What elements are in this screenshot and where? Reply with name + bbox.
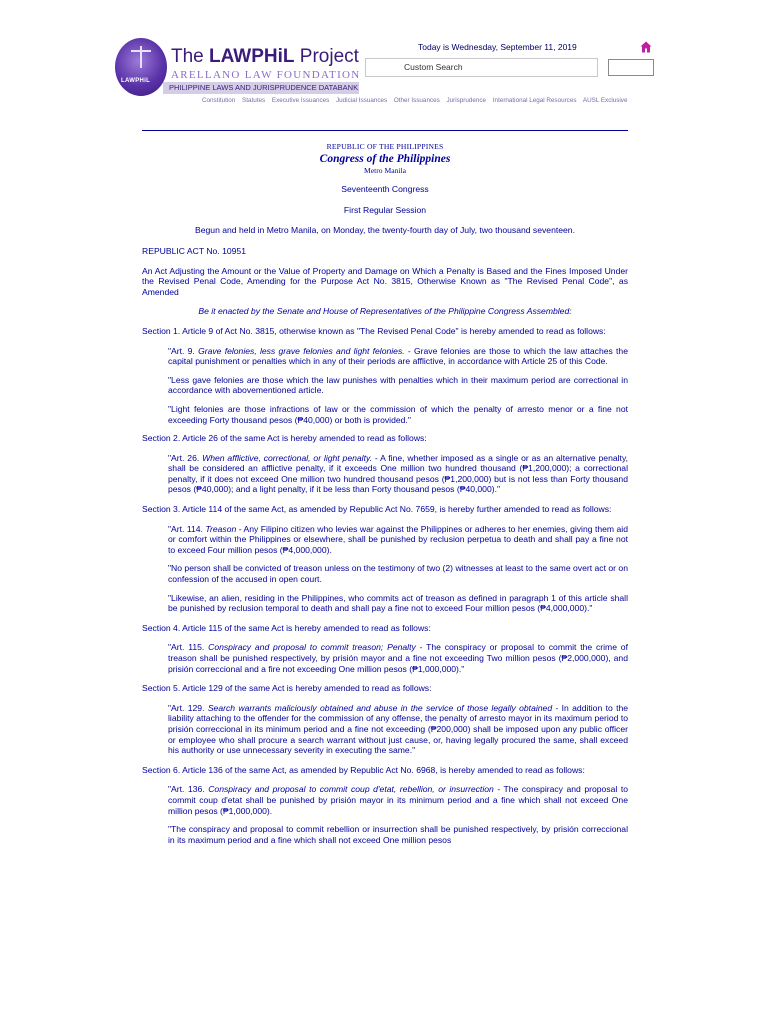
search-input[interactable]: Custom Search xyxy=(365,58,598,77)
congress-heading: Congress of the Philippines xyxy=(319,152,451,165)
session-congress: Seventeenth Congress xyxy=(341,184,429,195)
article-9-para-3: "Light felonies are those infractions of law or the commission of which the penalty of arresto menor or a fine not exceeding Forty thousand pesos (₱40,000) or both is provided." xyxy=(168,403,628,425)
article-136: "Art. 136. Conspiracy and proposal to commit coup d'etat, rebellion, or insurrection - The conspiracy and proposal to commit coup d'etat shall be punished by prisión mayor in its minimum period and a fine which shall not exceed One million pesos (₱1,000,000). xyxy=(168,784,629,816)
section-6: Section 6. Article 136 of the same Act, as amended by Republic Act No. 6968, is hereby amended to read as follows: xyxy=(142,764,585,775)
home-icon[interactable] xyxy=(640,41,652,53)
begun-line: Begun and held in Metro Manila, on Monday, the twenty-fourth day of July, two thousand seventeen. xyxy=(195,225,575,236)
main-nav xyxy=(202,97,632,104)
act-title: An Act Adjusting the Amount or the Value of Property and Damage on Which a Penalty is Based and the Fines Imposed Under the Revised Penal Code, Amending for the Purpose Act No. 3815, Otherwise Known as "The Revised Penal Code", as Amended xyxy=(142,265,628,297)
section-2: Section 2. Article 26 of the same Act is hereby amended to read as follows: xyxy=(142,433,427,444)
article-114-para-3: "Likewise, an alien, residing in the Philippines, who commits act of treason as defined in paragraph 1 of this article shall be punished by reclusion temporal to death and shall pay a fine not to exceed Four million pesos (₱4,000,000)." xyxy=(168,592,628,614)
nav-constitution[interactable]: Constitution xyxy=(202,97,236,104)
nav-ausl-exclusive[interactable]: AUSL Exclusive xyxy=(582,97,628,104)
site-title: The LAWPHiL Project xyxy=(171,46,359,67)
document-body xyxy=(142,142,628,845)
section-3: Section 3. Article 114 of the same Act, as amended by Republic Act No. 7659, is hereby further amended to read as follows: xyxy=(142,504,612,515)
republic-heading: REPUBLIC OF THE PHILIPPINES xyxy=(326,142,444,151)
nav-statutes[interactable]: Statutes xyxy=(242,97,266,104)
scales-of-justice-icon: LAWPHiL xyxy=(115,38,167,96)
header-divider xyxy=(142,130,628,131)
section-5: Section 5. Article 129 of the same Act is hereby amended to read as follows: xyxy=(142,683,432,694)
article-129: "Art. 129. Search warrants maliciously obtained and abuse in the service of those legally obtained - In addition to the liability attaching to the offender for the commission of any offense, the penalty of arresto mayor in its maximum period to prisión correccional in its minimum period and a fine not exceeding (₱200,000) shall be imposed upon any public officer or employee who shall procure a search warrant without just cause, or, having legally procured the same, shall exceed his authority or use unnecessary severity in executing the same." xyxy=(168,702,629,756)
article-115: "Art. 115. Conspiracy and proposal to commit treason; Penalty - The conspiracy or proposal to commit the crime of treason shall be punished respectively, by prisión mayor and a fine not exceeding Two million pesos (₱2,000,000), and prisión correccional and a fire not exceeding One million pesos (₱1,000,000)." xyxy=(168,642,628,674)
article-9: "Art. 9. Grave felonies, less grave felonies and light felonies. - Grave felonies are those to which the law attaches the capital punishment or penalties which in any of their periods are afflictive, in accordance with Article 25 of this Code. xyxy=(168,345,628,367)
article-114-para-2: "No person shall be convicted of treason unless on the testimony of two (2) witnesses at least to the same overt act or on confession of the accused in open court. xyxy=(168,563,628,585)
article-9-para-2: "Less gave felonies are those which the law punishes with penalties which in their maximum period are correctional in accordance with abovementioned article. xyxy=(168,374,628,396)
site-tagline: PHILIPPINE LAWS AND JURISPRUDENCE DATABANK xyxy=(163,82,359,94)
search-button[interactable] xyxy=(608,59,654,76)
article-136-para-2: "The conspiracy and proposal to commit rebellion or insurrection shall be punished respectively, by prisión correccional in its maximum period and a fine which shall not exceed One million pesos xyxy=(168,824,628,845)
article-26: "Art. 26. When afflictive, correctional, or light penalty. - A fine, whether imposed as a single or as an alternative penalty, shall be considered an afflictive penalty, if it exceeds One million two hundred thousand (₱1,200,000); a correctional penalty, if it does not exceed One million two hundred thousand pesos (₱1,200,000) but is not less than Forty thousand pesos (₱40,000); and a light penalty, if it be less than Forty thousand pesos (₱40,000)." xyxy=(168,452,628,495)
nav-international-legal-resources[interactable]: International Legal Resources xyxy=(492,97,577,104)
nav-other-issuances[interactable]: Other Issuances xyxy=(393,97,440,104)
section-4: Section 4. Article 115 of the same Act is hereby amended to read as follows: xyxy=(142,622,431,633)
section-1: Section 1. Article 9 of Act No. 3815, otherwise known as "The Revised Penal Code" is hereby amended to read as follows: xyxy=(142,325,606,336)
article-114: "Art. 114. Treason - Any Filipino citizen who levies war against the Philippines or adheres to her enemies, giving them aid or comfort within the Philippines or elsewhere, shall be punished by reclusion perpetua to death and shall pay a fine not to exceed Four million pesos (₱4,000,000). xyxy=(168,523,628,555)
today-date: Today is Wednesday, September 11, 2019 xyxy=(418,42,577,52)
nav-executive-issuances[interactable]: Executive Issuances xyxy=(271,97,330,104)
nav-jurisprudence[interactable]: Jurisprudence xyxy=(446,97,487,104)
enacting-clause: Be it enacted by the Senate and House of Representatives of the Philippine Congress Assembled: xyxy=(198,306,572,317)
nav-judicial-issuances[interactable]: Judicial Issuances xyxy=(336,97,388,104)
act-number: REPUBLIC ACT No. 10951 xyxy=(142,245,246,256)
site-subtitle: ARELLANO LAW FOUNDATION xyxy=(171,69,361,81)
session-name: First Regular Session xyxy=(343,204,427,215)
site-logo[interactable] xyxy=(115,38,365,96)
metro-heading: Metro Manila xyxy=(364,165,406,175)
